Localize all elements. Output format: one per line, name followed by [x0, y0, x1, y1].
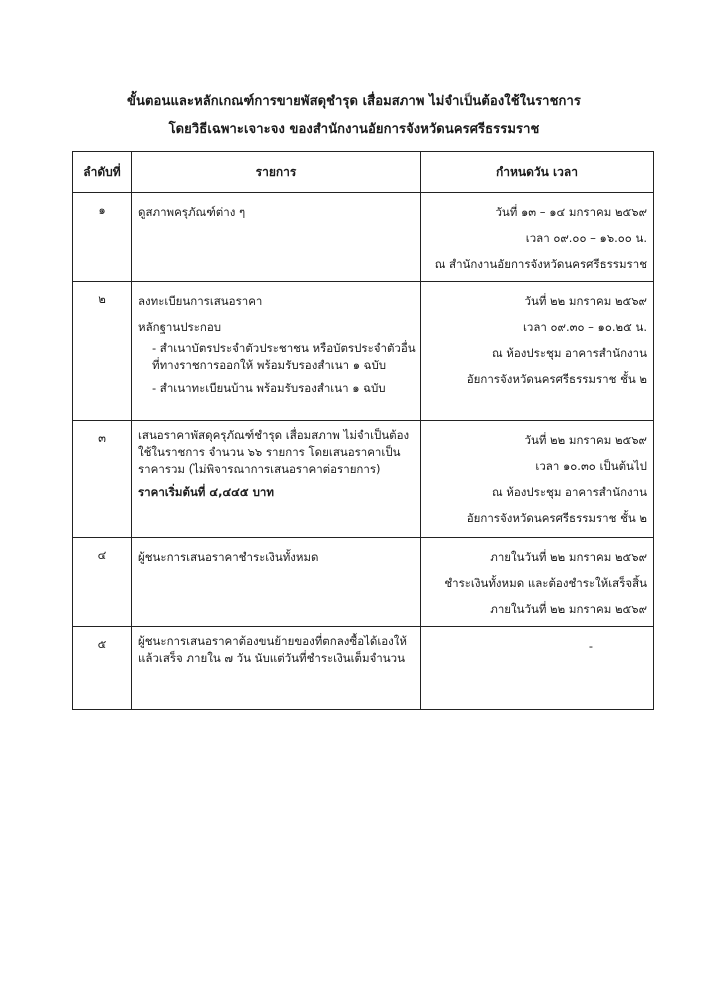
row-item	[132, 193, 421, 282]
schedule-place: ณ สำนักงานอัยการจังหวัดนครศรีธรรมราช	[434, 257, 647, 271]
schedule-time: เวลา ๐๙.๓๐ – ๑๐.๒๕ น.	[522, 320, 647, 334]
table-row	[73, 538, 654, 627]
row-item	[132, 627, 421, 710]
schedule-place-detail: อัยการจังหวัดนครศรีธรรมราช ชั้น ๒	[466, 511, 647, 525]
schedule-table	[72, 151, 654, 710]
row-schedule	[421, 282, 654, 421]
item-subheading: หลักฐานประกอบ	[138, 320, 222, 334]
row-item	[132, 282, 421, 421]
row-number: ๕	[73, 627, 132, 710]
item-bullet: - สำเนาบัตรประจำตัวประชาชน หรือบัตรประจำตัวอื่นที่ทางราชการออกให้ พร้อมรับรองสำเนา ๑ ฉบับ	[152, 341, 416, 372]
schedule-date: วันที่ ๒๒ มกราคม ๒๕๖๙	[524, 294, 647, 308]
header-schedule: กำหนดวัน เวลา	[421, 152, 654, 193]
row-number: ๓	[73, 421, 132, 538]
item-text: ผู้ชนะการเสนอราคาชำระเงินทั้งหมด	[138, 550, 319, 564]
item-text: ผู้ชนะการเสนอราคาต้องขนย้ายของที่ตกลงซื้อได้เองให้แล้วเสร็จ ภายใน ๗ วัน นับแต่วันที่ชำระเงินเต็มจำนวน	[138, 634, 407, 665]
item-bullet: - สำเนาทะเบียนบ้าน พร้อมรับรองสำเนา ๑ ฉบับ	[152, 381, 386, 395]
schedule-date: วันที่ ๒๒ มกราคม ๒๕๖๙	[524, 433, 647, 447]
row-number: ๒	[73, 282, 132, 421]
schedule-place: ณ ห้องประชุม อาคารสำนักงาน	[491, 485, 647, 499]
schedule-place-detail: อัยการจังหวัดนครศรีธรรมราช ชั้น ๒	[466, 372, 647, 386]
schedule-note: ชำระเงินทั้งหมด และต้องชำระให้เสร็จสิ้น	[444, 576, 647, 590]
row-schedule	[421, 193, 654, 282]
item-text: ดูสภาพครุภัณฑ์ต่าง ๆ	[138, 205, 246, 219]
table-header-row	[73, 152, 654, 193]
document-title-line-2: โดยวิธีเฉพาะเจาะจง ของสำนักงานอัยการจังหวัดนครศรีธรรมราช	[168, 122, 540, 137]
header-item: รายการ	[132, 152, 421, 193]
starting-price: ราคาเริ่มต้นที่ ๔,๔๔๕ บาท	[138, 485, 274, 499]
row-schedule	[421, 421, 654, 538]
schedule-empty-dash: -	[588, 639, 594, 653]
row-schedule	[421, 627, 654, 710]
schedule-deadline: ภายในวันที่ ๒๒ มกราคม ๒๕๖๙	[490, 602, 647, 616]
row-number: ๑	[73, 193, 132, 282]
table-row	[73, 627, 654, 710]
document-title-line-1: ขั้นตอนและหลักเกณฑ์การขายพัสดุชำรุด เสื่อมสภาพ ไม่จำเป็นต้องใช้ในราชการ	[127, 94, 581, 109]
header-number: ลำดับที่	[73, 152, 132, 193]
schedule-time: เวลา ๐๙.๐๐ – ๑๖.๐๐ น.	[525, 231, 647, 245]
table-row	[73, 193, 654, 282]
row-number: ๔	[73, 538, 132, 627]
schedule-date: วันที่ ๑๓ – ๑๔ มกราคม ๒๕๖๙	[495, 205, 647, 219]
row-schedule	[421, 538, 654, 627]
schedule-date: ภายในวันที่ ๒๒ มกราคม ๒๕๖๙	[490, 550, 647, 564]
table-row	[73, 282, 654, 421]
item-text: ลงทะเบียนการเสนอราคา	[138, 294, 263, 308]
row-item	[132, 538, 421, 627]
item-text: เสนอราคาพัสดุครุภัณฑ์ชำรุด เสื่อมสภาพ ไม่จำเป็นต้องใช้ในราชการ จำนวน ๖๖ รายการ โดยเสนอราคาเป็นราคารวม (ไม่พิจารณาการเสนอราคาต่อรายการ)	[138, 428, 410, 476]
schedule-place: ณ ห้องประชุม อาคารสำนักงาน	[491, 346, 647, 360]
schedule-time: เวลา ๑๐.๓๐ เป็นต้นไป	[535, 459, 647, 473]
row-item	[132, 421, 421, 538]
table-row	[73, 421, 654, 538]
